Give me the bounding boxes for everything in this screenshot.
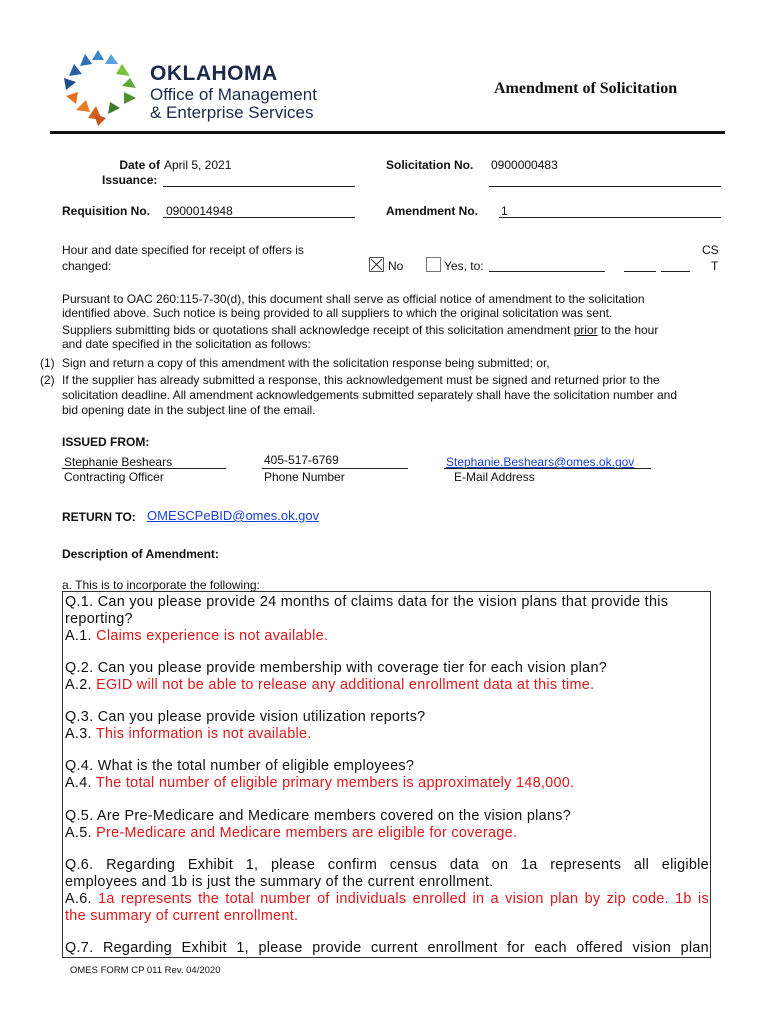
q4-text: What is the total number of eligible employees? xyxy=(97,758,415,774)
form-id: OMES FORM CP 011 Rev. 04/2020 xyxy=(70,965,221,976)
answer-6-line2: the summary of current enrollment. xyxy=(65,908,299,924)
q6-text: Regarding Exhibit 1, please confirm census data on 1a represents all eligible xyxy=(106,857,709,873)
requisition-underline xyxy=(163,217,355,218)
yes-date-underline[interactable] xyxy=(489,271,605,272)
qa-item xyxy=(65,594,709,645)
question-6-line2: employees and 1b is just the summary of the current enrollment. xyxy=(65,874,494,890)
question-1-line1 xyxy=(65,594,709,611)
answer-5 xyxy=(65,825,709,842)
notice-p2-text-a: Suppliers submitting bids or quotations shall acknowledge receipt of this solicitation amendment xyxy=(62,323,574,337)
no-checkbox[interactable] xyxy=(369,257,384,272)
a3-prefix: A.3. xyxy=(65,726,92,742)
description-intro: a. This is to incorporate the following: xyxy=(62,578,260,592)
footer-divider xyxy=(62,957,710,958)
cst-label-1: CS xyxy=(702,243,719,257)
a4-prefix: A.4. xyxy=(65,775,92,791)
date-label-line1: Date of xyxy=(119,158,160,172)
return-to-label: RETURN TO: xyxy=(62,510,136,524)
issued-email-link[interactable]: Stephanie.Beshears@omes.ok.gov xyxy=(446,455,635,469)
q2-text: Can you please provide membership with coverage tier for each vision plan? xyxy=(97,660,608,676)
yes-time-underline-2[interactable] xyxy=(661,271,690,272)
solicitation-label: Solicitation No. xyxy=(386,158,474,172)
answer-2 xyxy=(65,677,709,694)
notice-item1-text: Sign and return a copy of this amendment with the solicitation response being submitted; or, xyxy=(62,356,550,370)
answer-4 xyxy=(65,775,709,792)
date-value: April 5, 2021 xyxy=(164,158,232,172)
notice-p2-prior: prior xyxy=(573,323,598,337)
a6-text: 1a represents the total number of individuals enrolled in a vision plan by zip code. 1b is xyxy=(98,891,709,907)
solicitation-underline xyxy=(489,186,721,187)
a4-text: The total number of eligible primary members is approximately 148,000. xyxy=(95,775,575,791)
qa-item xyxy=(65,758,709,792)
a2-text: EGID will not be able to release any additional enrollment data at this time. xyxy=(96,677,595,693)
notice-p2-text-b: to the hour xyxy=(597,323,659,337)
logo-line-3: & Enterprise Services xyxy=(150,103,314,122)
issued-heading: ISSUED FROM: xyxy=(62,435,150,449)
requisition-label: Requisition No. xyxy=(62,204,150,218)
q1-text: Can you please provide 24 months of claims data for the vision plans that provide this xyxy=(97,594,669,610)
a1-prefix: A.1. xyxy=(65,628,92,644)
a3-text: This information is not available. xyxy=(95,726,312,742)
notice-item2-line1: If the supplier has already submitted a response, this acknowledgement must be signed and returned prior to the xyxy=(62,373,660,387)
hour-label-1: Hour and date specified for receipt of offers is xyxy=(62,243,304,257)
date-label xyxy=(118,158,160,172)
hour-label-2: changed: xyxy=(62,259,112,273)
issued-name-underline xyxy=(62,468,226,469)
question-2 xyxy=(65,660,709,677)
qa-item xyxy=(65,857,709,925)
qa-item xyxy=(65,709,709,743)
question-5 xyxy=(65,808,709,825)
q3-text: Can you please provide vision utilization reports? xyxy=(97,709,426,725)
notice-p1-line2: identified above. Such notice is being provided to all suppliers to which the original solicitation was sent. xyxy=(62,306,613,320)
a2-prefix: A.2. xyxy=(65,677,92,693)
no-label: No xyxy=(388,259,404,273)
yes-time-underline-1[interactable] xyxy=(624,271,656,272)
answer-3 xyxy=(65,726,709,743)
amendment-label: Amendment No. xyxy=(386,204,479,218)
a6-prefix: A.6. xyxy=(65,891,92,907)
amendment-value: 1 xyxy=(501,204,508,218)
q5-text: Are Pre-Medicare and Medicare members covered on the vision plans? xyxy=(96,808,572,824)
question-4 xyxy=(65,758,709,775)
checked-x-icon xyxy=(370,258,383,271)
issued-phone: 405-517-6769 xyxy=(264,453,339,467)
omes-logo-icon xyxy=(58,48,138,128)
q3-prefix: Q.3. xyxy=(65,709,94,725)
q7-prefix: Q.7. xyxy=(65,940,94,956)
issued-name-caption: Contracting Officer xyxy=(64,470,164,484)
qa-box xyxy=(62,591,711,958)
notice-item2-line3: bid opening date in the subject line of the email. xyxy=(62,403,316,417)
page-title: Amendment of Solicitation xyxy=(494,80,678,97)
date-label-2: Issuance: xyxy=(102,173,158,187)
notice-item2-line2: solicitation deadline. All amendment acknowledgements submitted separately shall have the solicitation number and xyxy=(62,388,678,402)
q7-text: Regarding Exhibit 1, please provide current enrollment for each offered vision plan xyxy=(102,940,709,956)
qa-item xyxy=(65,660,709,694)
logo xyxy=(58,48,348,128)
q2-prefix: Q.2. xyxy=(65,660,94,676)
logo-line-2: Office of Management xyxy=(150,85,317,104)
question-3 xyxy=(65,709,709,726)
yes-checkbox[interactable] xyxy=(426,257,441,272)
a1-text: Claims experience is not available. xyxy=(96,628,329,644)
amendment-underline xyxy=(499,217,721,218)
qa-item xyxy=(65,940,709,957)
notice-item1-num: (1) xyxy=(40,356,55,370)
solicitation-value: 0900000483 xyxy=(491,158,558,172)
a5-prefix: A.5. xyxy=(65,825,92,841)
yes-label: Yes, to: xyxy=(444,259,484,273)
header-divider xyxy=(50,131,725,134)
answer-6-line1 xyxy=(65,891,709,908)
issued-phone-underline xyxy=(262,468,408,469)
qa-item xyxy=(65,808,709,842)
return-to-email-link[interactable]: OMESCPeBID@omes.ok.gov xyxy=(147,508,320,523)
cst-label-2: T xyxy=(711,259,719,273)
answer-1 xyxy=(65,628,709,645)
issued-name: Stephanie Beshears xyxy=(64,455,173,469)
notice-p2-line2: and date specified in the solicitation as follows: xyxy=(62,337,311,351)
date-underline xyxy=(163,186,355,187)
q5-prefix: Q.5. xyxy=(65,808,94,824)
notice-item2-num: (2) xyxy=(40,373,55,387)
issued-email-underline xyxy=(444,468,651,469)
description-heading: Description of Amendment: xyxy=(62,547,219,561)
requisition-value: 0900014948 xyxy=(166,204,233,218)
q4-prefix: Q.4. xyxy=(65,758,94,774)
issued-email-caption: E-Mail Address xyxy=(454,470,535,484)
question-7-line1 xyxy=(65,940,709,957)
notice-p1-line1: Pursuant to OAC 260:115-7-30(d), this document shall serve as official notice of amendment to the solicitation xyxy=(62,292,645,306)
q1-prefix: Q.1. xyxy=(65,594,94,610)
q6-prefix: Q.6. xyxy=(65,857,94,873)
notice-p2-line1 xyxy=(62,323,658,337)
a5-text: Pre-Medicare and Medicare members are eligible for coverage. xyxy=(96,825,518,841)
issued-phone-caption: Phone Number xyxy=(264,470,345,484)
question-1-line2: reporting? xyxy=(65,611,133,627)
logo-line-1: OKLAHOMA xyxy=(150,62,278,85)
question-6-line1 xyxy=(65,857,709,874)
